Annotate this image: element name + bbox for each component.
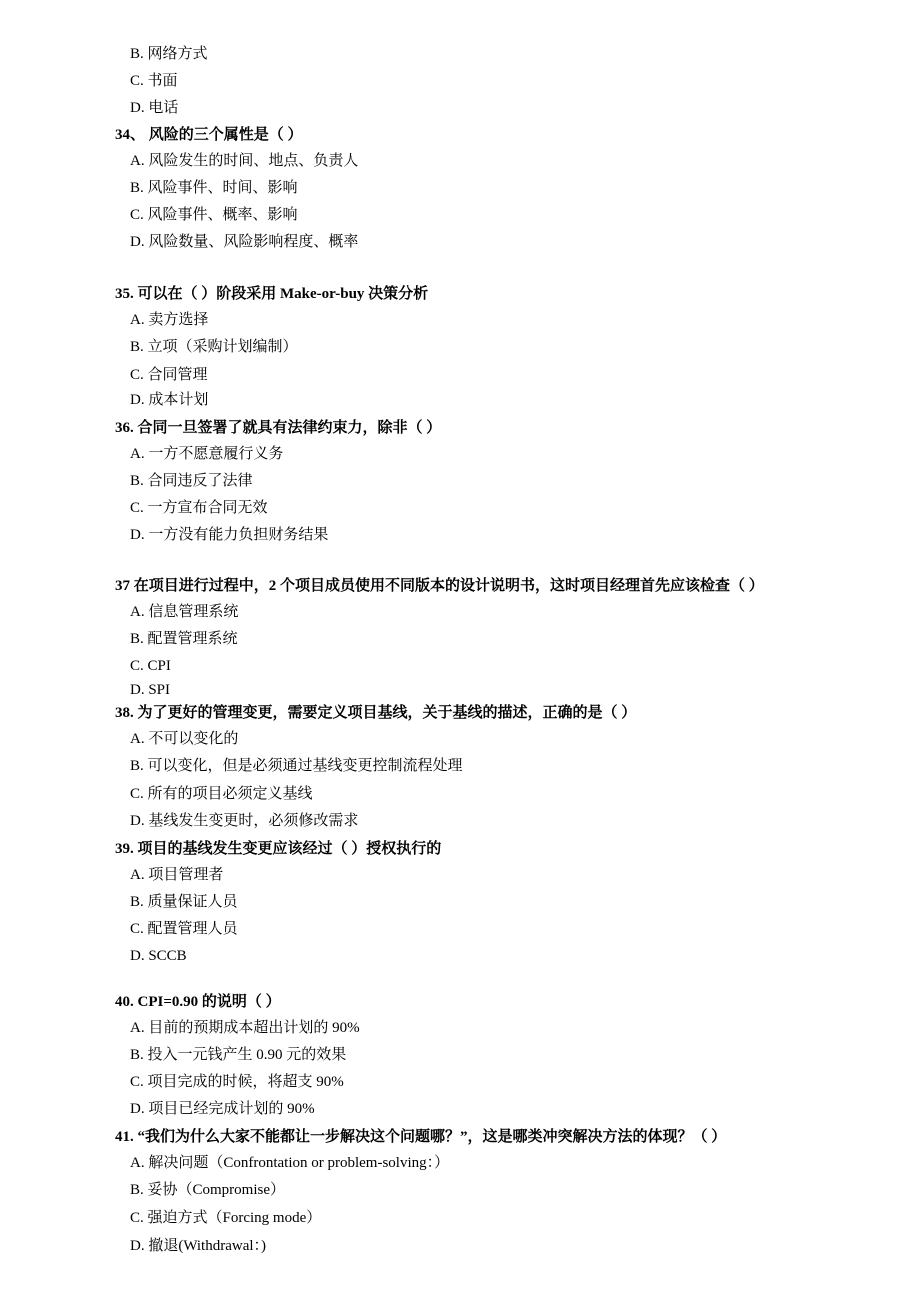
option-40-c: C. 项目完成的时候，将超支 90% [130, 1074, 344, 1090]
option-35-b: B. 立项（采购计划编制） [130, 339, 298, 355]
option-35-d: D. 成本计划 [130, 392, 209, 408]
option-38-a: A. 不可以变化的 [130, 731, 239, 747]
option-34-a: A. 风险发生的时间、地点、负责人 [130, 153, 359, 169]
option-39-a: A. 项目管理者 [130, 867, 224, 883]
option-41-d: D. 撤退(Withdrawal：) [130, 1238, 267, 1254]
option-36-c: C. 一方宣布合同无效 [130, 500, 268, 516]
option-33-b: B. 网络方式 [130, 46, 208, 62]
option-39-d: D. SCCB [130, 948, 187, 964]
option-39-b: B. 质量保证人员 [130, 894, 238, 910]
question-34: 34、 风险的三个属性是（ ） [115, 127, 303, 143]
option-41-a: A. 解决问题（Confrontation or problem-solving：） [130, 1155, 450, 1171]
question-39: 39. 项目的基线发生变更应该经过（ ）授权执行的 [115, 841, 442, 857]
option-36-a: A. 一方不愿意履行义务 [130, 446, 284, 462]
option-40-b: B. 投入一元钱产生 0.90 元的效果 [130, 1047, 347, 1063]
option-36-b: B. 合同违反了法律 [130, 473, 253, 489]
option-34-b: B. 风险事件、时间、影响 [130, 180, 298, 196]
option-41-c: C. 强迫方式（Forcing mode） [130, 1210, 322, 1226]
option-36-d: D. 一方没有能力负担财务结果 [130, 527, 329, 543]
question-41: 41. “我们为什么大家不能都让一步解决这个问题哪？”，这是哪类冲突解决方法的体现？（ ） [115, 1129, 727, 1145]
option-35-c: C. 合同管理 [130, 367, 208, 383]
question-36: 36. 合同一旦签署了就具有法律约束力，除非（ ） [115, 420, 442, 436]
question-40: 40. CPI=0.90 的说明（ ） [115, 994, 281, 1010]
option-38-b: B. 可以变化，但是必须通过基线变更控制流程处理 [130, 758, 463, 774]
option-37-a: A. 信息管理系统 [130, 604, 239, 620]
option-37-d: D. SPI [130, 682, 171, 698]
option-35-a: A. 卖方选择 [130, 312, 209, 328]
option-38-c: C. 所有的项目必须定义基线 [130, 786, 313, 802]
option-40-a: A. 目前的预期成本超出计划的 90% [130, 1020, 360, 1036]
option-37-b: B. 配置管理系统 [130, 631, 238, 647]
question-37: 37 在项目进行过程中，2 个项目成员使用不同版本的设计说明书，这时项目经理首先应该检查（ ） [115, 578, 764, 594]
option-33-c: C. 书面 [130, 73, 178, 89]
option-39-c: C. 配置管理人员 [130, 921, 238, 937]
option-38-d: D. 基线发生变更时，必须修改需求 [130, 813, 359, 829]
option-33-d: D. 电话 [130, 100, 179, 116]
option-37-c: C. CPI [130, 658, 171, 674]
option-34-c: C. 风险事件、概率、影响 [130, 207, 298, 223]
option-34-d: D. 风险数量、风险影响程度、概率 [130, 234, 359, 250]
option-40-d: D. 项目已经完成计划的 90% [130, 1101, 315, 1117]
question-38: 38. 为了更好的管理变更，需要定义项目基线，关于基线的描述，正确的是（ ） [115, 705, 637, 721]
question-35: 35. 可以在（ ）阶段采用 Make-or-buy 决策分析 [115, 286, 429, 302]
option-41-b: B. 妥协（Compromise） [130, 1182, 286, 1198]
